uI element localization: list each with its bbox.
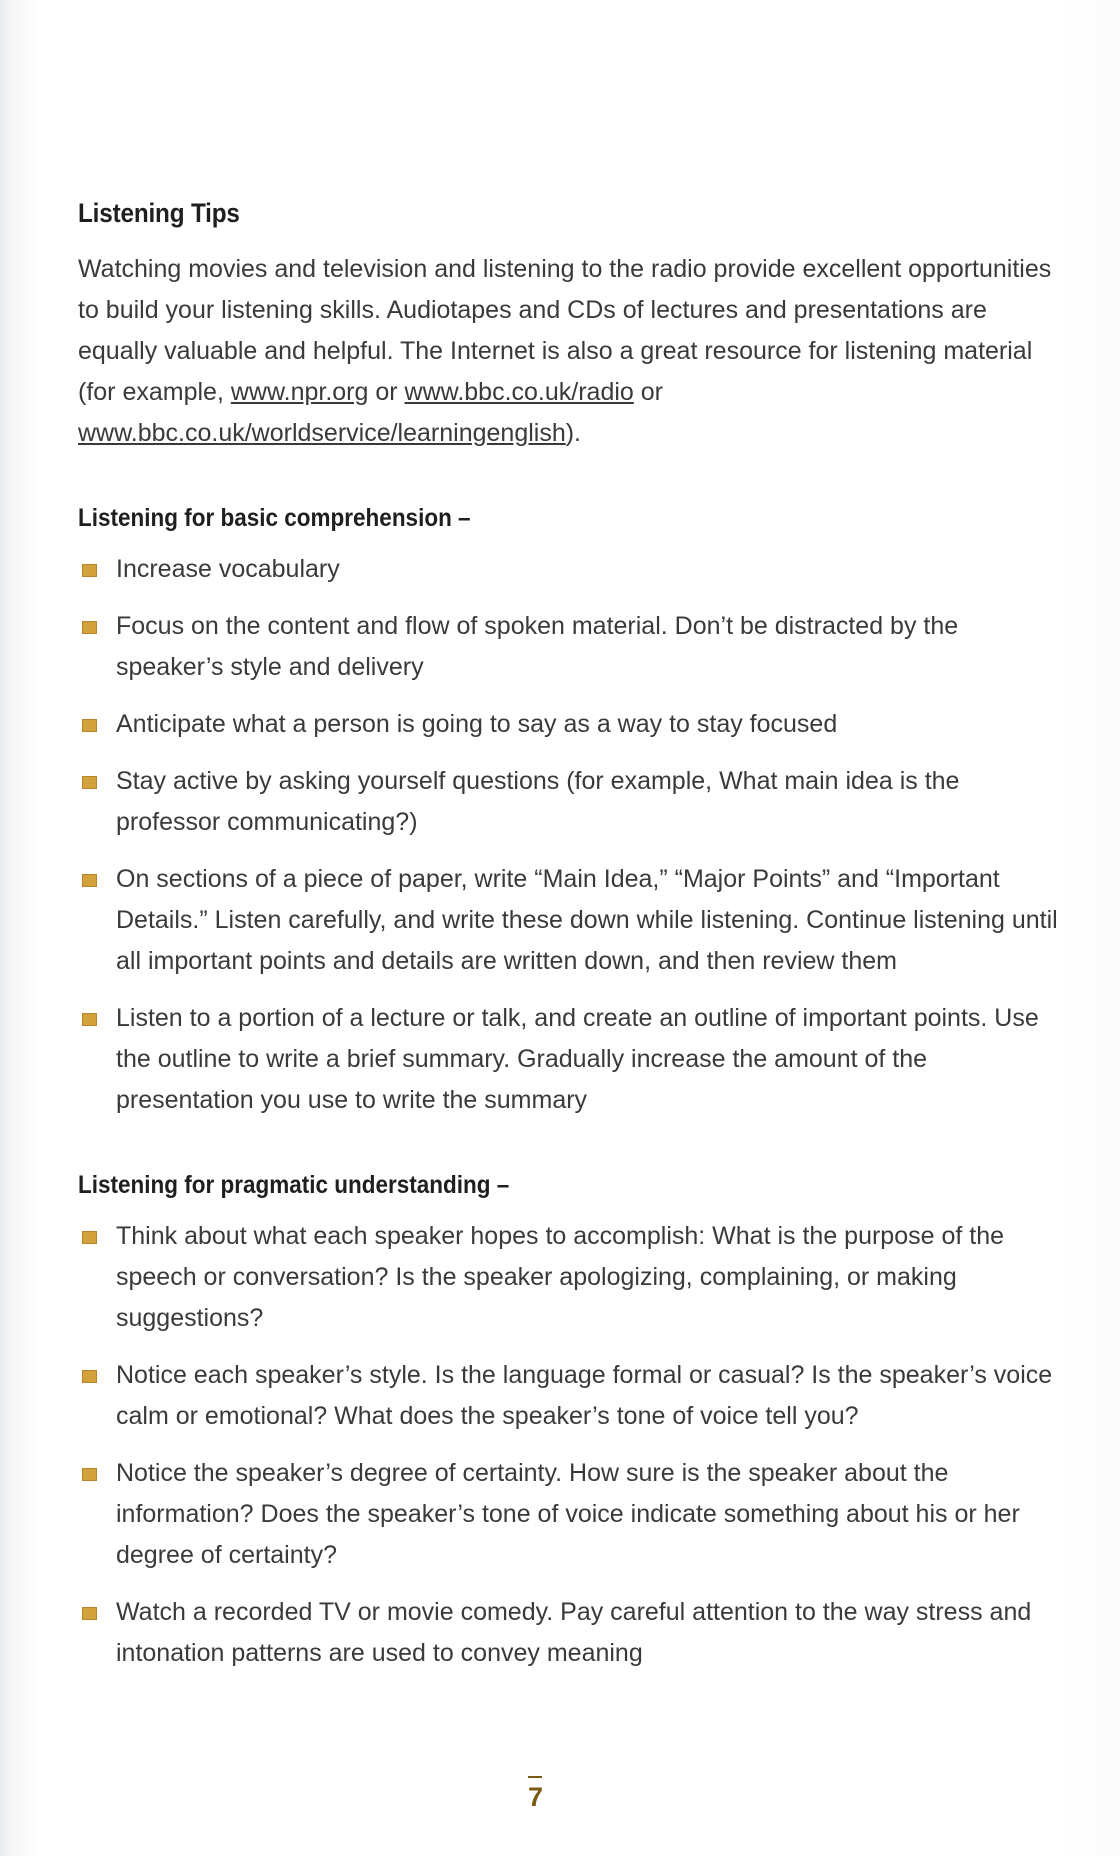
pragmatic-understanding-list	[78, 1216, 1058, 1674]
square-bullet-icon	[82, 776, 97, 789]
list-item	[78, 704, 1058, 745]
list-item	[78, 1592, 1058, 1674]
square-bullet-icon	[82, 1013, 97, 1026]
list-item-text: Stay active by asking yourself questions (for example, What main idea is the professor communicating?)	[116, 767, 960, 836]
list-item	[78, 1216, 1058, 1339]
list-item	[78, 998, 1058, 1121]
square-bullet-icon	[82, 874, 97, 887]
square-bullet-icon	[82, 621, 97, 634]
list-item	[78, 606, 1058, 688]
list-item-text: Notice each speaker’s style. Is the language formal or casual? Is the speaker’s voice calm or emotional? What does the speaker’s tone of voice tell you?	[116, 1361, 1053, 1430]
list-item-text: Notice the speaker’s degree of certainty. How sure is the speaker about the information? Does the speaker’s tone of voice indicate something about his or her degree of certainty?	[116, 1459, 1020, 1569]
bbc-radio-link[interactable]: www.bbc.co.uk/radio	[404, 378, 634, 406]
list-item-text: Anticipate what a person is going to say as a way to stay focused	[116, 710, 838, 738]
page-number: 7	[528, 1782, 544, 1812]
list-item-text: Watch a recorded TV or movie comedy. Pay careful attention to the way stress and intonation patterns are used to convey meaning	[116, 1598, 1032, 1667]
intro-text-after: ).	[565, 419, 582, 447]
square-bullet-icon	[82, 1468, 97, 1481]
list-item-text: On sections of a piece of paper, write “Main Idea,” “Major Points” and “Important Details.” Listen carefully, and write these down while listening. Continue listening until all important points and details are written down, and then review them	[116, 865, 1058, 975]
intro-separator-2: or	[633, 378, 663, 406]
square-bullet-icon	[82, 1370, 97, 1383]
list-item	[78, 549, 1058, 590]
list-item-text: Increase vocabulary	[116, 555, 340, 583]
list-item-text: Focus on the content and flow of spoken material. Don’t be distracted by the speaker’s style and delivery	[116, 612, 959, 681]
list-item	[78, 1355, 1058, 1437]
page-content	[78, 198, 1058, 1690]
basic-comprehension-list	[78, 549, 1058, 1121]
bbc-learningenglish-link[interactable]: www.bbc.co.uk/worldservice/learningenglish	[78, 419, 566, 447]
intro-separator-1: or	[368, 378, 405, 406]
list-item-text: Listen to a portion of a lecture or talk, and create an outline of important points. Use the outline to write a brief summary. Gradually increase the amount of the presentation you use to write the summary	[116, 1004, 1039, 1114]
list-item	[78, 761, 1058, 843]
square-bullet-icon	[82, 1607, 97, 1620]
page-title: Listening Tips	[78, 198, 240, 228]
section-heading-pragmatic-understanding: Listening for pragmatic understanding –	[78, 1171, 510, 1199]
list-item-text: Think about what each speaker hopes to accomplish: What is the purpose of the speech or conversation? Is the speaker apologizing, complaining, or making suggestions?	[116, 1222, 1005, 1332]
list-item	[78, 859, 1058, 982]
intro-text-before: Watching movies and television and listening to the radio provide excellent opportunities to build your listening skills. Audiotapes and CDs of lectures and presentations are equally valuable and helpful. The Internet is also a great resource for listening material (for example,	[78, 255, 1052, 406]
section-heading-basic-comprehension: Listening for basic comprehension –	[78, 504, 471, 532]
intro-paragraph	[78, 249, 1058, 454]
npr-link[interactable]: www.npr.org	[230, 378, 369, 406]
square-bullet-icon	[82, 564, 97, 577]
square-bullet-icon	[82, 1231, 97, 1244]
square-bullet-icon	[82, 719, 97, 732]
list-item	[78, 1453, 1058, 1576]
